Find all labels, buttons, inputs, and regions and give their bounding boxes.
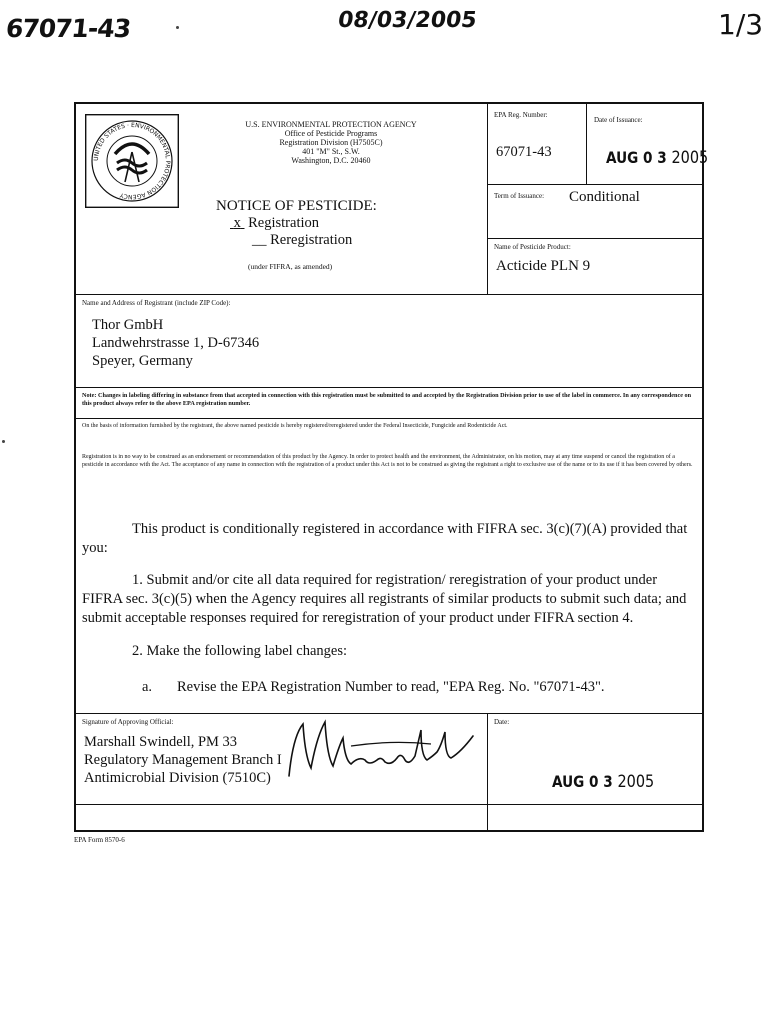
agency-line: Washington, D.C. 20460 [291, 156, 371, 165]
registrant-address [92, 316, 259, 370]
signature-date-stamp [552, 772, 654, 792]
signatory-name: Marshall Swindell, PM 33 [84, 734, 238, 750]
signatory-block [84, 733, 282, 787]
handwritten-date: 08/03/2005 [336, 8, 479, 33]
divider [586, 104, 587, 184]
labeling-note: Note: Changes in labeling differing in substance from that accepted in connection with this registration must be submitted to and accepted by the Registration Division prior to use of the label in commerce. In any correspondence on this product always refer to the above EPA registration number. [82, 392, 692, 407]
term-of-issuance-label: Term of Issuance: [494, 192, 545, 200]
svg-text:UNITED STATES · ENVIRONMENTAL [93, 122, 171, 200]
condition-item-2a-marker: a. [142, 679, 153, 695]
signatory-branch: Regulatory Management Branch I [84, 752, 282, 768]
reregistration-blank: __ [252, 232, 267, 248]
divider [76, 387, 704, 388]
registrant-name: Thor GmbH [92, 317, 164, 333]
signatory-division: Antimicrobial Division (7510C) [84, 770, 271, 786]
condition-item-2a: Revise the EPA Registration Number to read, "EPA Reg. No. "67071-43". [177, 679, 605, 695]
notice-title: NOTICE OF PESTICIDE: [216, 198, 377, 214]
divider [487, 104, 488, 294]
fifra-note: (under FIFRA, as amended) [248, 262, 333, 271]
date-of-issuance-stamp [606, 148, 708, 168]
signature-date-year: 2005 [617, 772, 655, 792]
signature-date-value: AUG 0 3 [552, 772, 613, 791]
seal-text: UNITED STATES · ENVIRONMENTAL PROTECTION AGENCY [92, 121, 172, 201]
date-of-issuance-value: AUG 0 3 [606, 148, 667, 167]
handwritten-page-number: 1/3 [718, 8, 764, 41]
epa-reg-number-value: 67071-43 [496, 144, 552, 160]
term-of-issuance-value: Conditional [569, 189, 640, 205]
agency-line: Office of Pesticide Programs [284, 129, 378, 138]
handwritten-reg-number: 67071-43 [4, 14, 132, 43]
registrant-label: Name and Address of Registrant (include ZIP Code): [82, 299, 231, 307]
speck [2, 440, 5, 443]
condition-item-1: 1. Submit and/or cite all data required for registration/ reregistration of your product under FIFRA sec. 3(c)(5) when the Agency requires all registrants of similar products to submit such data; and submit acceptable responses required for reregistration of your product under FIFRA section 4. [82, 572, 687, 626]
epa-registration-form [74, 102, 709, 832]
product-name-label: Name of Pesticide Product: [494, 243, 571, 251]
epa-reg-number-label: EPA Reg. Number: [494, 111, 548, 119]
registration-label: Registration [248, 215, 320, 231]
handwritten-signature [281, 716, 481, 791]
registration-disclaimer: Registration is in no way to be construed as an endorsement or recommendation of this product by the Agency. In order to protect health and the environment, the Administrator, on his motion, may at any time suspend or cancel the registration of a pesticide in accordance with the Act. The acceptance of any name in connection with the registration of a product under this Act is not to be construed as giving the registrant a right to exclusive use of the name or to its use if it has been covered by others. [82, 454, 693, 468]
registration-checkmark: x [233, 215, 241, 231]
divider [76, 418, 704, 419]
signature-label: Signature of Approving Official: [82, 718, 174, 726]
registrant-city: Speyer, Germany [92, 353, 193, 369]
agency-line: U.S. ENVIRONMENTAL PROTECTION AGENCY [245, 120, 417, 129]
date-of-issuance-year: 2005 [671, 148, 709, 168]
divider [487, 238, 704, 239]
agency-block [206, 120, 456, 165]
divider [76, 713, 704, 714]
registration-basis: On the basis of information furnished by the registrant, the above named pesticide is hereby registered/reregistered under the Federal Insecticide, Fungicide and Rodenticide Act. [82, 423, 508, 429]
registrant-street: Landwehrstrasse 1, D-67346 [92, 335, 260, 351]
epa-seal [85, 114, 179, 208]
reregistration-option [252, 232, 352, 249]
divider [76, 294, 704, 295]
form-number: EPA Form 8570-6 [74, 836, 125, 844]
reregistration-label: Reregistration [270, 232, 353, 248]
conditional-intro: This product is conditionally registered in accordance with FIFRA sec. 3(c)(7)(A) provided that you: [82, 521, 688, 556]
signature-date-label: Date: [494, 718, 510, 726]
date-of-issuance-label: Date of Issuance: [594, 116, 643, 124]
divider [487, 713, 488, 832]
speck [176, 26, 179, 29]
registration-option [230, 215, 319, 232]
condition-item-2: 2. Make the following label changes: [132, 643, 348, 659]
agency-line: Registration Division (H7505C) [279, 138, 383, 147]
divider [487, 184, 704, 185]
agency-line: 401 "M" St., S.W. [302, 147, 360, 156]
product-name-value: Acticide PLN 9 [496, 258, 591, 274]
divider [76, 804, 704, 805]
